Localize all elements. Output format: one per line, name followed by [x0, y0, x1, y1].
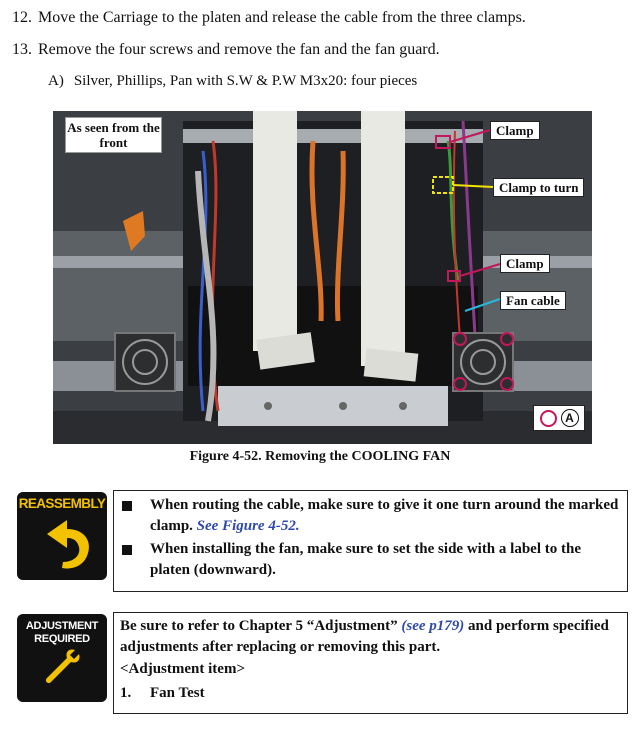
callout-clamp-to-turn: Clamp to turn [493, 178, 584, 197]
bullet-text: When installing the fan, make sure to set the side with a label to the platen (downward). [150, 541, 581, 578]
sub-step-a [48, 73, 417, 90]
reassembly-bullet-1 [122, 495, 622, 537]
sub-step-text: Silver, Phillips, Pan with S.W & P.W M3x20: four pieces [73, 73, 418, 89]
callout-fan-cable: Fan cable [500, 291, 566, 310]
reassembly-label: REASSEMBLY [18, 496, 106, 511]
step-12 [4, 9, 526, 27]
adjustment-item-label: Fan Test [150, 685, 205, 701]
adjustment-item [120, 683, 205, 704]
figure-link[interactable]: See Figure 4-52. [196, 518, 300, 534]
step-number: 12. [12, 9, 32, 26]
reassembly-bullet-2 [122, 539, 622, 581]
step-text: Move the Carriage to the platen and release the cable from the three clamps. [38, 9, 526, 26]
bullet-text: When routing the cable, make sure to give it one turn around the marked clamp. [150, 497, 619, 534]
callout-clamp-mid: Clamp [500, 254, 550, 273]
adjustment-text-before: Be sure to refer to Chapter 5 “Adjustment” [120, 618, 398, 634]
figure-photo [53, 111, 592, 444]
step-text: Remove the four screws and remove the fan and the fan guard. [38, 41, 440, 58]
magenta-circle-icon [540, 410, 557, 427]
adjustment-label-line2: REQUIRED [34, 633, 90, 645]
marker-legend [533, 405, 585, 431]
figure-caption: Figure 4-52. Removing the COOLING FAN [189, 449, 451, 464]
marker-letter: A [561, 409, 579, 427]
adjustment-text-after: and perform specified adjustments after replacing or removing this part. [120, 618, 609, 655]
adjustment-required-badge [17, 614, 107, 702]
bullet-square-icon [122, 501, 132, 511]
printer-carriage-illustration [53, 111, 592, 444]
step-number: 13. [12, 41, 32, 58]
bullet-square-icon [122, 545, 132, 555]
adjustment-instructions [120, 616, 622, 658]
reassembly-note [113, 490, 628, 592]
view-label: As seen from the front [65, 117, 162, 153]
adjustment-item-number: 1. [120, 685, 132, 701]
return-arrow-icon [17, 492, 107, 580]
wrench-icon [17, 614, 107, 702]
callout-clamp-top: Clamp [490, 121, 540, 140]
page-link[interactable]: (see p179) [401, 618, 465, 634]
adjustment-item-header: <Adjustment item> [120, 661, 245, 677]
sub-step-letter: A) [48, 73, 64, 89]
reassembly-badge [17, 492, 107, 580]
step-13 [4, 41, 440, 59]
adjustment-label-line1: ADJUSTMENT [25, 620, 99, 632]
adjustment-note [113, 612, 628, 714]
